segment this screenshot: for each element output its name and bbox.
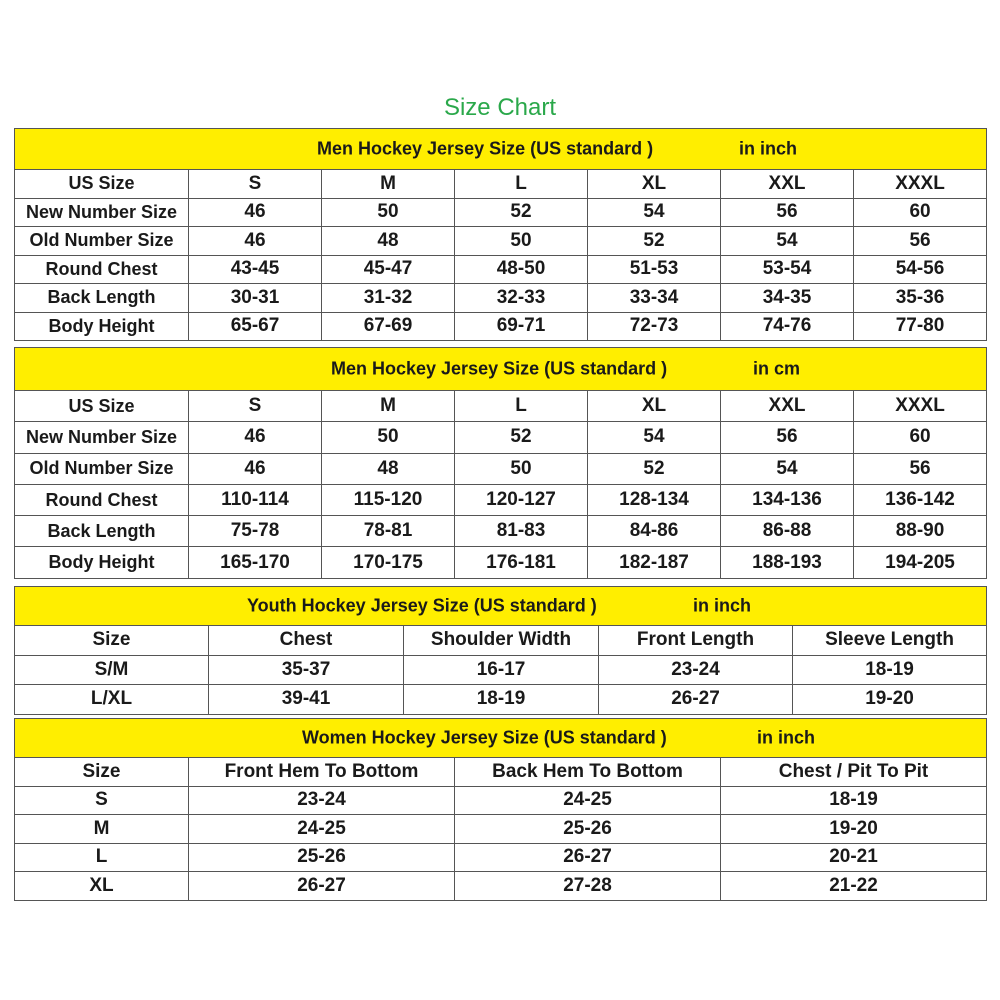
table-unit: in inch: [739, 138, 797, 159]
table-cell: 56: [721, 198, 854, 227]
table-cell: 165-170: [189, 547, 322, 578]
row-label: Old Number Size: [15, 227, 189, 256]
header-cell: Sleeve Length: [793, 626, 987, 656]
header-cell: S: [189, 391, 322, 422]
table-cell: 65-67: [189, 312, 322, 341]
table-header-row: [15, 758, 987, 787]
table-cell: 30-31: [189, 284, 322, 313]
table-cell: 88-90: [854, 516, 987, 547]
table-title-cell: [15, 587, 987, 626]
table-row: [15, 198, 987, 227]
table-cell: 50: [455, 227, 588, 256]
table-cell: 24-25: [455, 786, 721, 815]
row-label: Back Length: [15, 516, 189, 547]
table-cell: 48: [322, 227, 455, 256]
table-cell: 72-73: [588, 312, 721, 341]
table-cell: 25-26: [189, 843, 455, 872]
row-label: Round Chest: [15, 484, 189, 515]
table-cell: 128-134: [588, 484, 721, 515]
table-header-row: [15, 170, 987, 199]
table-cell: 21-22: [721, 872, 987, 901]
row-label: M: [15, 815, 189, 844]
table-header-row: [15, 626, 987, 656]
table-cell: 35-36: [854, 284, 987, 313]
table-cell: 23-24: [599, 655, 793, 685]
header-cell: M: [322, 391, 455, 422]
header-cell: Size: [15, 758, 189, 787]
women-size-table: [14, 718, 987, 901]
row-label: XL: [15, 872, 189, 901]
table-row: [15, 786, 987, 815]
header-cell: XXL: [721, 170, 854, 199]
header-cell: L: [455, 170, 588, 199]
table-cell: 78-81: [322, 516, 455, 547]
header-cell: Shoulder Width: [404, 626, 599, 656]
men-size-table-cm: [14, 347, 987, 579]
row-label: Body Height: [15, 547, 189, 578]
table-cell: 182-187: [588, 547, 721, 578]
table-cell: 25-26: [455, 815, 721, 844]
table-cell: 53-54: [721, 255, 854, 284]
table-cell: 35-37: [209, 655, 404, 685]
table-cell: 32-33: [455, 284, 588, 313]
table-cell: 69-71: [455, 312, 588, 341]
header-cell: M: [322, 170, 455, 199]
table-cell: 54: [721, 453, 854, 484]
page-title: Size Chart: [443, 94, 557, 121]
row-label: L: [15, 843, 189, 872]
table-row: [15, 284, 987, 313]
header-cell: XXXL: [854, 170, 987, 199]
table-cell: 18-19: [793, 655, 987, 685]
table-title-cell: [15, 719, 987, 758]
header-cell: XXXL: [854, 391, 987, 422]
header-cell: XL: [588, 391, 721, 422]
row-label: New Number Size: [15, 198, 189, 227]
row-label: Body Height: [15, 312, 189, 341]
table-title: Women Hockey Jersey Size (US standard ): [302, 727, 667, 748]
table-header-row: [15, 391, 987, 422]
table-cell: 50: [322, 198, 455, 227]
table-row: [15, 516, 987, 547]
table-cell: 19-20: [721, 815, 987, 844]
table-row: [15, 655, 987, 685]
table-cell: 136-142: [854, 484, 987, 515]
table-row: [15, 422, 987, 453]
table-cell: 26-27: [599, 685, 793, 715]
table-title-row: [15, 719, 987, 758]
header-cell: L: [455, 391, 588, 422]
row-label: New Number Size: [15, 422, 189, 453]
men-size-table-inch: [14, 128, 987, 341]
header-cell: Front Length: [599, 626, 793, 656]
table-cell: 52: [588, 453, 721, 484]
table-cell: 23-24: [189, 786, 455, 815]
table-cell: 54: [588, 198, 721, 227]
table-row: [15, 453, 987, 484]
header-cell: Front Hem To Bottom: [189, 758, 455, 787]
table-row: [15, 255, 987, 284]
table-cell: 56: [854, 227, 987, 256]
youth-size-table: [14, 586, 987, 715]
table-cell: 18-19: [721, 786, 987, 815]
table-cell: 48-50: [455, 255, 588, 284]
table-title-row: [15, 587, 987, 626]
table-title: Men Hockey Jersey Size (US standard ): [331, 358, 668, 379]
header-cell: Back Hem To Bottom: [455, 758, 721, 787]
table-cell: 56: [854, 453, 987, 484]
table-title: Men Hockey Jersey Size (US standard ): [317, 138, 654, 159]
table-cell: 50: [455, 453, 588, 484]
table-row: [15, 685, 987, 715]
table-cell: 67-69: [322, 312, 455, 341]
table-cell: 60: [854, 198, 987, 227]
table-title-cell: [15, 348, 987, 391]
table-cell: 43-45: [189, 255, 322, 284]
table-cell: 86-88: [721, 516, 854, 547]
table-cell: 54: [588, 422, 721, 453]
table-cell: 39-41: [209, 685, 404, 715]
table-cell: 45-47: [322, 255, 455, 284]
row-label: S: [15, 786, 189, 815]
table-unit: in cm: [753, 358, 801, 379]
table-cell: 56: [721, 422, 854, 453]
table-row: [15, 815, 987, 844]
table-cell: 26-27: [189, 872, 455, 901]
table-cell: 84-86: [588, 516, 721, 547]
table-row: [15, 484, 987, 515]
table-cell: 51-53: [588, 255, 721, 284]
row-label: Round Chest: [15, 255, 189, 284]
table-cell: 194-205: [854, 547, 987, 578]
table-cell: 46: [189, 422, 322, 453]
table-row: [15, 872, 987, 901]
table-cell: 188-193: [721, 547, 854, 578]
header-cell: XXL: [721, 391, 854, 422]
table-cell: 54-56: [854, 255, 987, 284]
table-cell: 48: [322, 453, 455, 484]
header-cell: S: [189, 170, 322, 199]
table-cell: 120-127: [455, 484, 588, 515]
table-cell: 81-83: [455, 516, 588, 547]
table-cell: 75-78: [189, 516, 322, 547]
header-cell: XL: [588, 170, 721, 199]
table-cell: 27-28: [455, 872, 721, 901]
header-cell: Size: [15, 626, 209, 656]
table-cell: 52: [588, 227, 721, 256]
table-cell: 16-17: [404, 655, 599, 685]
table-cell: 115-120: [322, 484, 455, 515]
table-cell: 74-76: [721, 312, 854, 341]
table-row: [15, 843, 987, 872]
table-cell: 50: [322, 422, 455, 453]
table-cell: 77-80: [854, 312, 987, 341]
table-cell: 54: [721, 227, 854, 256]
header-cell: US Size: [15, 170, 189, 199]
table-cell: 46: [189, 198, 322, 227]
table-cell: 26-27: [455, 843, 721, 872]
header-cell: Chest / Pit To Pit: [721, 758, 987, 787]
header-cell: Chest: [209, 626, 404, 656]
table-row: [15, 227, 987, 256]
row-label: Old Number Size: [15, 453, 189, 484]
table-row: [15, 547, 987, 578]
table-title-cell: [15, 129, 987, 170]
table-title-row: [15, 348, 987, 391]
table-cell: 134-136: [721, 484, 854, 515]
table-cell: 170-175: [322, 547, 455, 578]
table-unit: in inch: [693, 595, 751, 616]
row-label: Back Length: [15, 284, 189, 313]
table-cell: 110-114: [189, 484, 322, 515]
table-cell: 46: [189, 227, 322, 256]
table-cell: 33-34: [588, 284, 721, 313]
header-cell: US Size: [15, 391, 189, 422]
table-cell: 20-21: [721, 843, 987, 872]
table-cell: 176-181: [455, 547, 588, 578]
table-cell: 46: [189, 453, 322, 484]
table-title: Youth Hockey Jersey Size (US standard ): [247, 595, 597, 616]
row-label: L/XL: [15, 685, 209, 715]
table-cell: 34-35: [721, 284, 854, 313]
table-cell: 18-19: [404, 685, 599, 715]
table-cell: 19-20: [793, 685, 987, 715]
table-cell: 60: [854, 422, 987, 453]
table-cell: 24-25: [189, 815, 455, 844]
table-row: [15, 312, 987, 341]
row-label: S/M: [15, 655, 209, 685]
table-unit: in inch: [757, 727, 815, 748]
table-cell: 31-32: [322, 284, 455, 313]
table-cell: 52: [455, 198, 588, 227]
table-title-row: [15, 129, 987, 170]
table-cell: 52: [455, 422, 588, 453]
